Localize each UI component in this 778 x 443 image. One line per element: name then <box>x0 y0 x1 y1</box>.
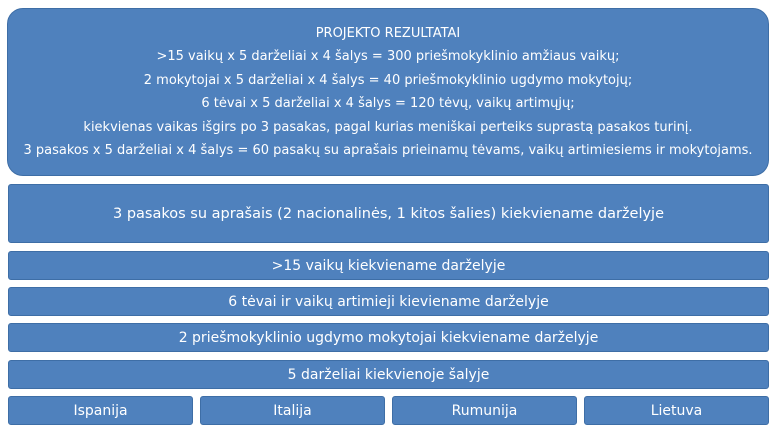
results-line-tales-per-child: kiekvienas vaikas išgirs po 3 pasakas, pagal kurias meniškai perteiks suprastą pasakos turinį. <box>83 119 693 135</box>
project-results-box <box>7 8 769 176</box>
tier-parents: 6 tėvai ir vaikų artimieji kieviename darželyje <box>8 287 769 316</box>
results-line-children: >15 vaikų x 5 darželiai x 4 šalys = 300 priešmokyklinio amžiaus vaikų; <box>156 49 620 64</box>
tier-tales: 3 pasakos su aprašais (2 nacionalinės, 1 kitos šalies) kiekviename darželyje <box>8 184 769 243</box>
results-line-parents: 6 tėvai x 5 darželiai x 4 šalys = 120 tėvų, vaikų artimųjų; <box>201 96 575 111</box>
country-italy: Italija <box>200 396 385 425</box>
tier-kindergartens: 5 darželiai kiekvienoje šalyje <box>8 360 769 389</box>
results-line-teachers: 2 mokytojai x 5 darželiai x 4 šalys = 40 priešmokyklinio ugdymo mokytojų; <box>143 72 633 88</box>
country-romania: Rumunija <box>392 396 577 425</box>
tier-children: >15 vaikų kiekviename darželyje <box>8 251 769 280</box>
country-spain: Ispanija <box>8 396 193 425</box>
tier-teachers: 2 priešmokyklinio ugdymo mokytojai kiekviename darželyje <box>8 323 769 352</box>
results-heading: PROJEKTO REZULTATAI <box>315 25 461 41</box>
country-lithuania: Lietuva <box>584 396 769 425</box>
results-line-tales-total: 3 pasakos x 5 darželiai x 4 šalys = 60 pasakų su aprašais prieinamų tėvams, vaikų artimiesiems ir mokytojams. <box>23 143 753 158</box>
